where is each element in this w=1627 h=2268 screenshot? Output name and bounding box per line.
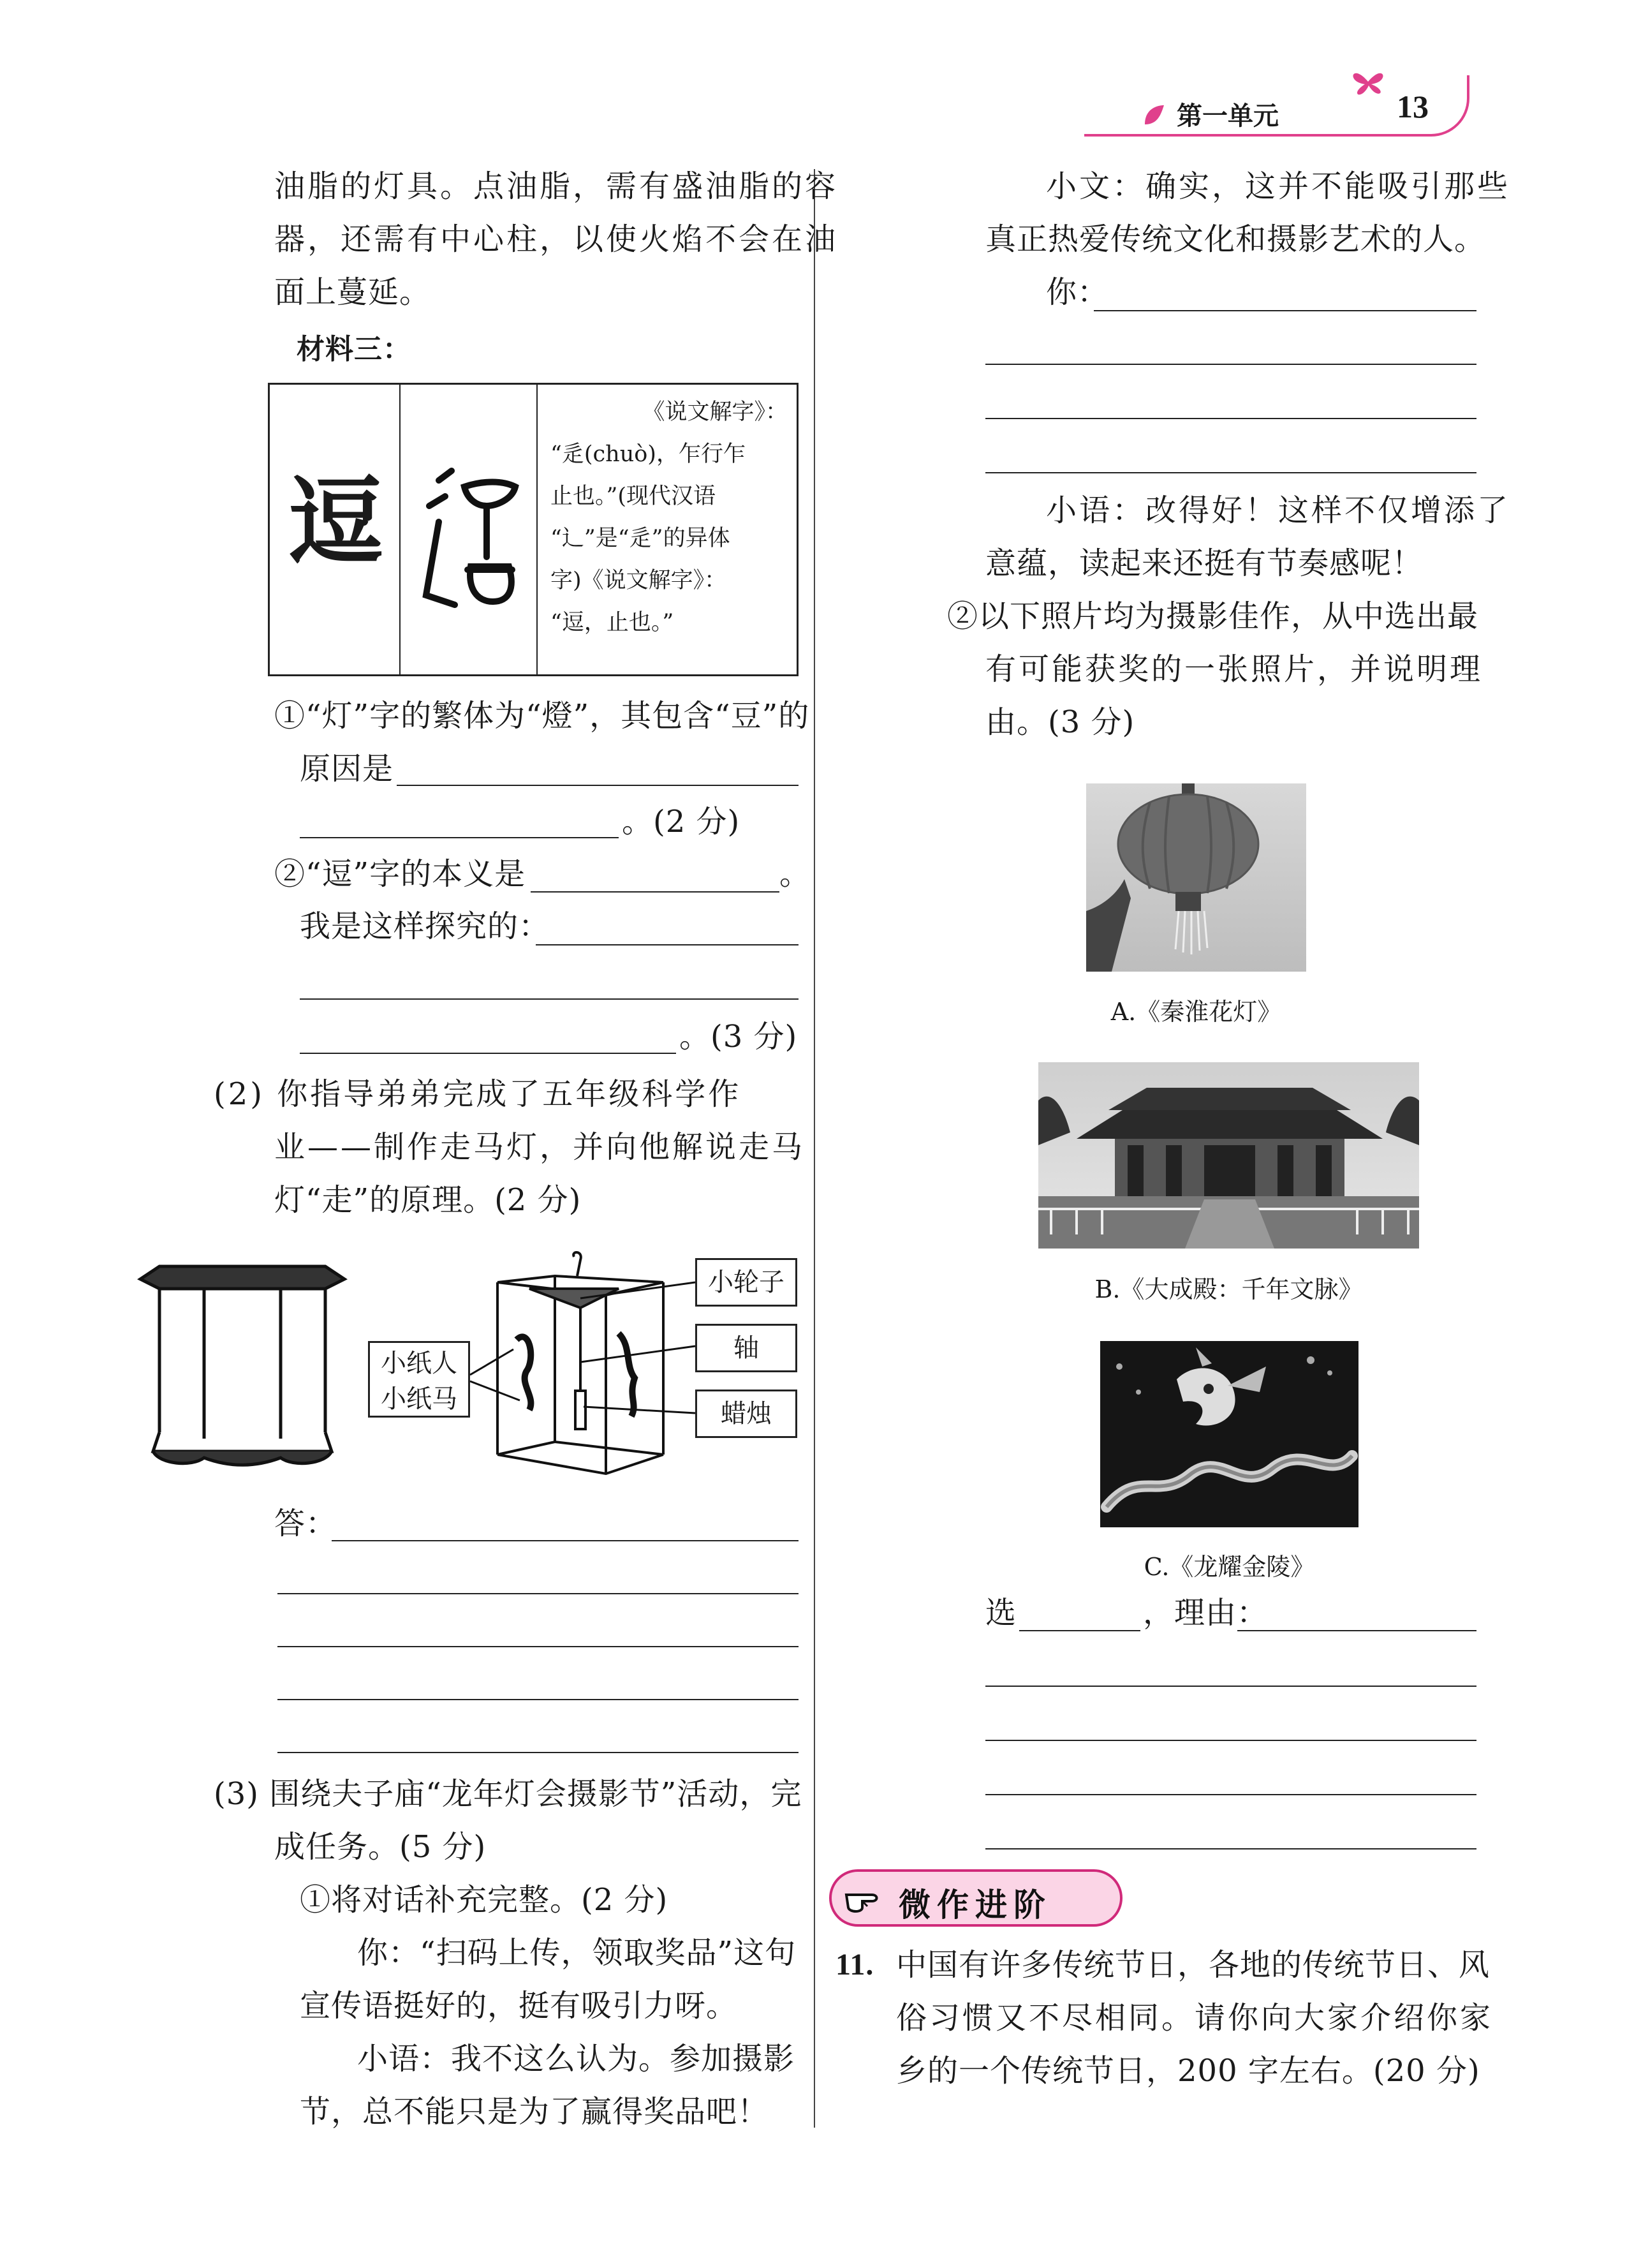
material-heading: 材料三： (297, 333, 411, 366)
definition-line: “辶”是“辵”的异体 (550, 526, 730, 551)
paragraph-line: 面上蔓延。 (274, 274, 431, 310)
answer-blank[interactable] (985, 1848, 1476, 1849)
lantern-drawing (134, 1260, 351, 1471)
answer-blank[interactable] (985, 364, 1476, 365)
photo-b-hall (1038, 1062, 1419, 1249)
photo-c-dragon (1100, 1341, 1358, 1527)
label-candle: 蜡烛 (695, 1390, 797, 1438)
dialogue-line: 小语：改得好！这样不仅增添了 (1046, 493, 1511, 528)
table-cell-char (270, 385, 401, 674)
photo-b-caption: B.《大成殿：千年文脉》 (1094, 1275, 1363, 1303)
unit-title: 第一单元 (1177, 101, 1279, 131)
dialogue-line: 宣传语挺好的，挺有吸引力呀。 (300, 1988, 738, 2024)
answer-blank[interactable] (531, 891, 779, 893)
ancient-script-image (401, 385, 538, 675)
dialogue-you-label: 你： (1046, 274, 1109, 310)
definition-line: 《说文解字》： (642, 399, 788, 425)
label-paper-figures (368, 1341, 470, 1418)
punctuation: 。 (779, 856, 811, 892)
question-number: 11. (836, 1948, 874, 1982)
photo-question-line: 有可能获奖的一张照片，并说明理 (985, 651, 1483, 687)
question-11: 中国有许多传统节日，各地的传统节日、风 (896, 1947, 1491, 1983)
definition-line: “逗，止也。” (550, 610, 674, 635)
definition-line: 止也。”(现代汉语 (550, 484, 716, 509)
reason-label: ，理由： (1143, 1595, 1269, 1631)
dialogue-line: 小文：确实，这并不能吸引那些 (1046, 168, 1511, 204)
score-label: 。(3 分) (679, 1019, 798, 1055)
answer-blank[interactable] (300, 837, 619, 838)
character-dou: 逗 (288, 466, 384, 578)
section-2: (2) 你指导弟弟完成了五年级科学作 (214, 1076, 742, 1112)
label-paper-figures-text: 小纸人 小纸马 (381, 1349, 457, 1414)
butterfly-icon (1346, 56, 1390, 101)
photo-question-line: 由。(3 分) (985, 704, 1135, 740)
question-11-line: 俗习惯又不尽相同。请你向大家介绍你家 (896, 2000, 1494, 2036)
answer-blank[interactable] (985, 472, 1476, 473)
answer-blank[interactable] (1094, 310, 1476, 311)
page-number: 13 (1397, 89, 1429, 124)
question-1-reason-label: 原因是 (300, 751, 394, 787)
section-3: (3) 围绕夫子庙“龙年灯会摄影节”活动，完 (214, 1776, 802, 1812)
label-axis: 轴 (695, 1324, 797, 1372)
definition-line: 字)《说文解字》： (550, 568, 727, 593)
answer-blank[interactable] (277, 1646, 799, 1647)
answer-blank[interactable] (985, 418, 1476, 419)
table-cell-definition (538, 385, 800, 674)
label-pointer-lines (469, 1273, 698, 1426)
photo-a-caption: A.《秦淮花灯》 (1110, 998, 1282, 1026)
column-divider (814, 169, 815, 2128)
answer-blank[interactable] (300, 1053, 676, 1054)
section-2-line: 灯“走”的原理。(2 分) (274, 1182, 582, 1218)
section-badge-label: 微作进阶 (899, 1886, 1052, 1923)
answer-label: 答： (274, 1506, 337, 1541)
answer-blank[interactable] (332, 1540, 799, 1541)
choose-label: 选 (985, 1595, 1017, 1631)
dialogue-line: 你：“扫码上传，领取奖品”这句 (357, 1935, 797, 1971)
dialogue-line: 节，总不能只是为了赢得奖品吧！ (300, 2094, 769, 2130)
answer-blank[interactable] (536, 944, 799, 945)
answer-blank[interactable] (277, 1752, 799, 1753)
question-2-label: 我是这样探究的： (300, 908, 550, 944)
photo-a-lantern (1086, 783, 1306, 972)
pointing-hand-icon (843, 1882, 888, 1914)
answer-blank[interactable] (277, 1593, 799, 1594)
definition-line: “辵(chuò)，乍行乍 (550, 441, 746, 467)
dialogue-line: 意蕴，读起来还挺有节奏感呢！ (985, 545, 1424, 581)
section-3-line: 成任务。(5 分) (274, 1829, 487, 1865)
answer-blank[interactable] (1237, 1630, 1476, 1631)
answer-blank[interactable] (985, 1740, 1476, 1741)
section-2-line: 业——制作走马灯，并向他解说走马 (274, 1129, 806, 1165)
photo-question: ②以下照片均为摄影佳作，从中选出最 (947, 598, 1479, 634)
photo-c-caption: C.《龙耀金陵》 (1144, 1553, 1315, 1581)
paragraph-line: 器，还需有中心柱，以使火焰不会在油 (274, 221, 839, 257)
label-small-wheel: 小轮子 (695, 1258, 797, 1307)
section-badge (829, 1869, 1123, 1927)
answer-blank[interactable] (985, 1686, 1476, 1687)
answer-blank[interactable] (300, 998, 799, 1000)
answer-blank[interactable] (277, 1699, 799, 1700)
question-1: ①“灯”字的繁体为“燈”，其包含“豆”的 (274, 698, 810, 734)
material-table (268, 383, 799, 676)
dialogue-line: 真正热爱传统文化和摄影艺术的人。 (985, 221, 1486, 257)
dialogue-line: 小语：我不这么认为。参加摄影 (357, 2041, 795, 2077)
question-2: ②“逗”字的本义是 (274, 856, 526, 892)
answer-blank[interactable] (985, 1794, 1476, 1795)
question-11-line: 乡的一个传统节日，200 字左右。(20 分) (896, 2053, 1480, 2089)
table-cell-ancient (401, 385, 538, 674)
leaf-icon (1142, 102, 1167, 128)
section-3-task: ①将对话补充完整。(2 分) (300, 1882, 668, 1918)
score-label: 。(2 分) (622, 804, 740, 840)
answer-blank[interactable] (397, 785, 799, 786)
choice-blank[interactable] (1019, 1630, 1140, 1631)
paragraph-line: 油脂的灯具。点油脂，需有盛油脂的容 (274, 168, 839, 204)
